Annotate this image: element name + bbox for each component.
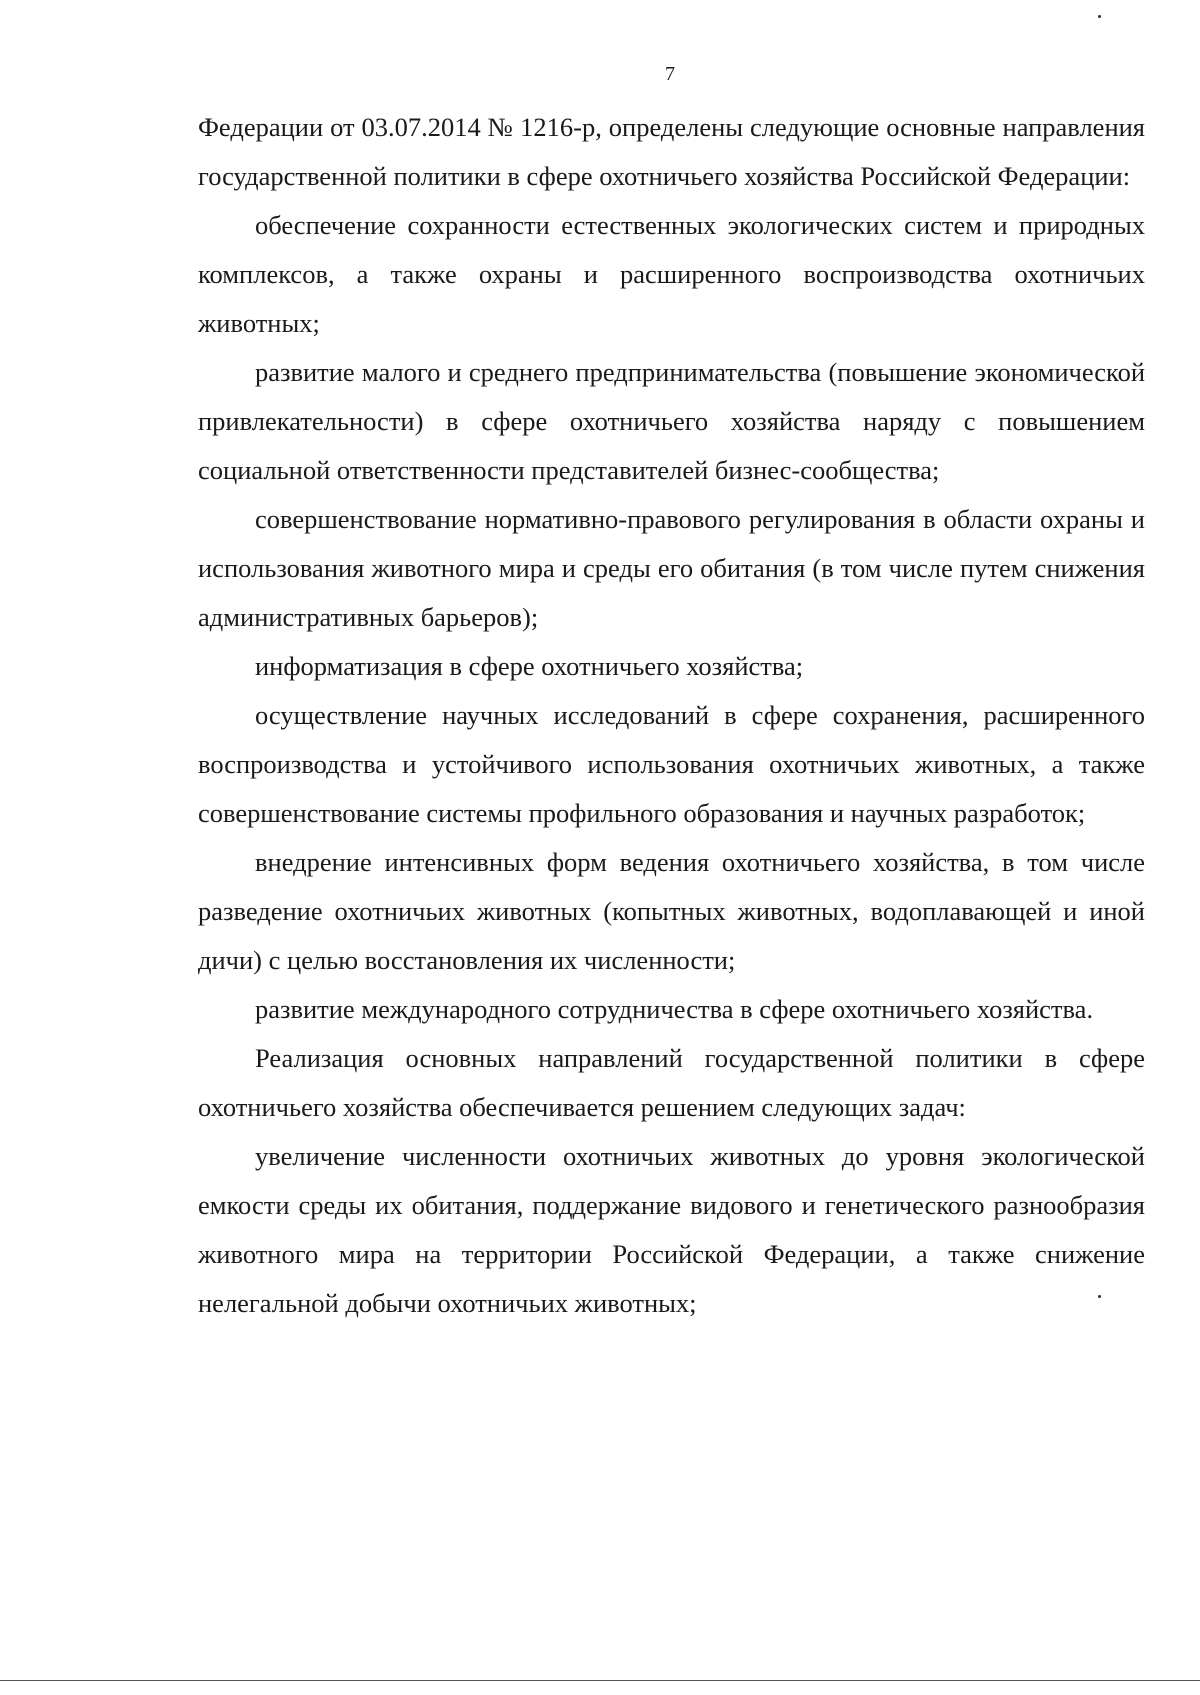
paragraph-international: развитие международного сотрудничества в сфере охотничьего хозяйства. xyxy=(255,994,1094,1024)
paragraph-small-business: развитие малого и среднего предпринимательства (повышение экономической привлекательности) в сфере охотничьего хозяйства наряду с повышением социальной ответственности представителей бизнес-сообщества; xyxy=(198,357,1145,485)
page-number: 7 xyxy=(665,63,675,85)
paragraph-intro: Федерации от 03.07.2014 № 1216-р, определены следующие основные направления государственной политики в сфере охотничьего хозяйства Российской Федерации: xyxy=(198,112,1145,191)
paragraph-ecosystems: обеспечение сохранности естественных экологических систем и природных комплексов, а также охраны и расширенного воспроизводства охотничьих животных; xyxy=(198,210,1145,338)
paragraph-intensive-forms: внедрение интенсивных форм ведения охотничьего хозяйства, в том числе разведение охотничьих животных (копытных животных, водоплавающей и иной дичи) с целью восстановления их численности; xyxy=(198,847,1145,975)
paragraph-population-increase: увеличение численности охотничьих животных до уровня экологической емкости среды их обитания, поддержание видового и генетического разнообразия животного мира на территории Российской Федерации, а также снижение нелегальной добычи охотничьих животных; xyxy=(198,1141,1145,1318)
scan-speck xyxy=(1098,1295,1101,1298)
scan-speck xyxy=(1098,15,1101,18)
bottom-rule xyxy=(0,1680,1200,1681)
paragraph-implementation: Реализация основных направлений государственной политики в сфере охотничьего хозяйства обеспечивается решением следующих задач: xyxy=(198,1043,1145,1122)
paragraph-informatization: информатизация в сфере охотничьего хозяйства; xyxy=(255,651,804,681)
document-body xyxy=(198,103,1145,1328)
paragraph-regulation: совершенствование нормативно-правового регулирования в области охраны и использования животного мира и среды его обитания (в том числе путем снижения административных барьеров); xyxy=(198,504,1145,632)
paragraph-research: осуществление научных исследований в сфере сохранения, расширенного воспроизводства и устойчивого использования охотничьих животных, а также совершенствование системы профильного образования и научных разработок; xyxy=(198,700,1145,828)
